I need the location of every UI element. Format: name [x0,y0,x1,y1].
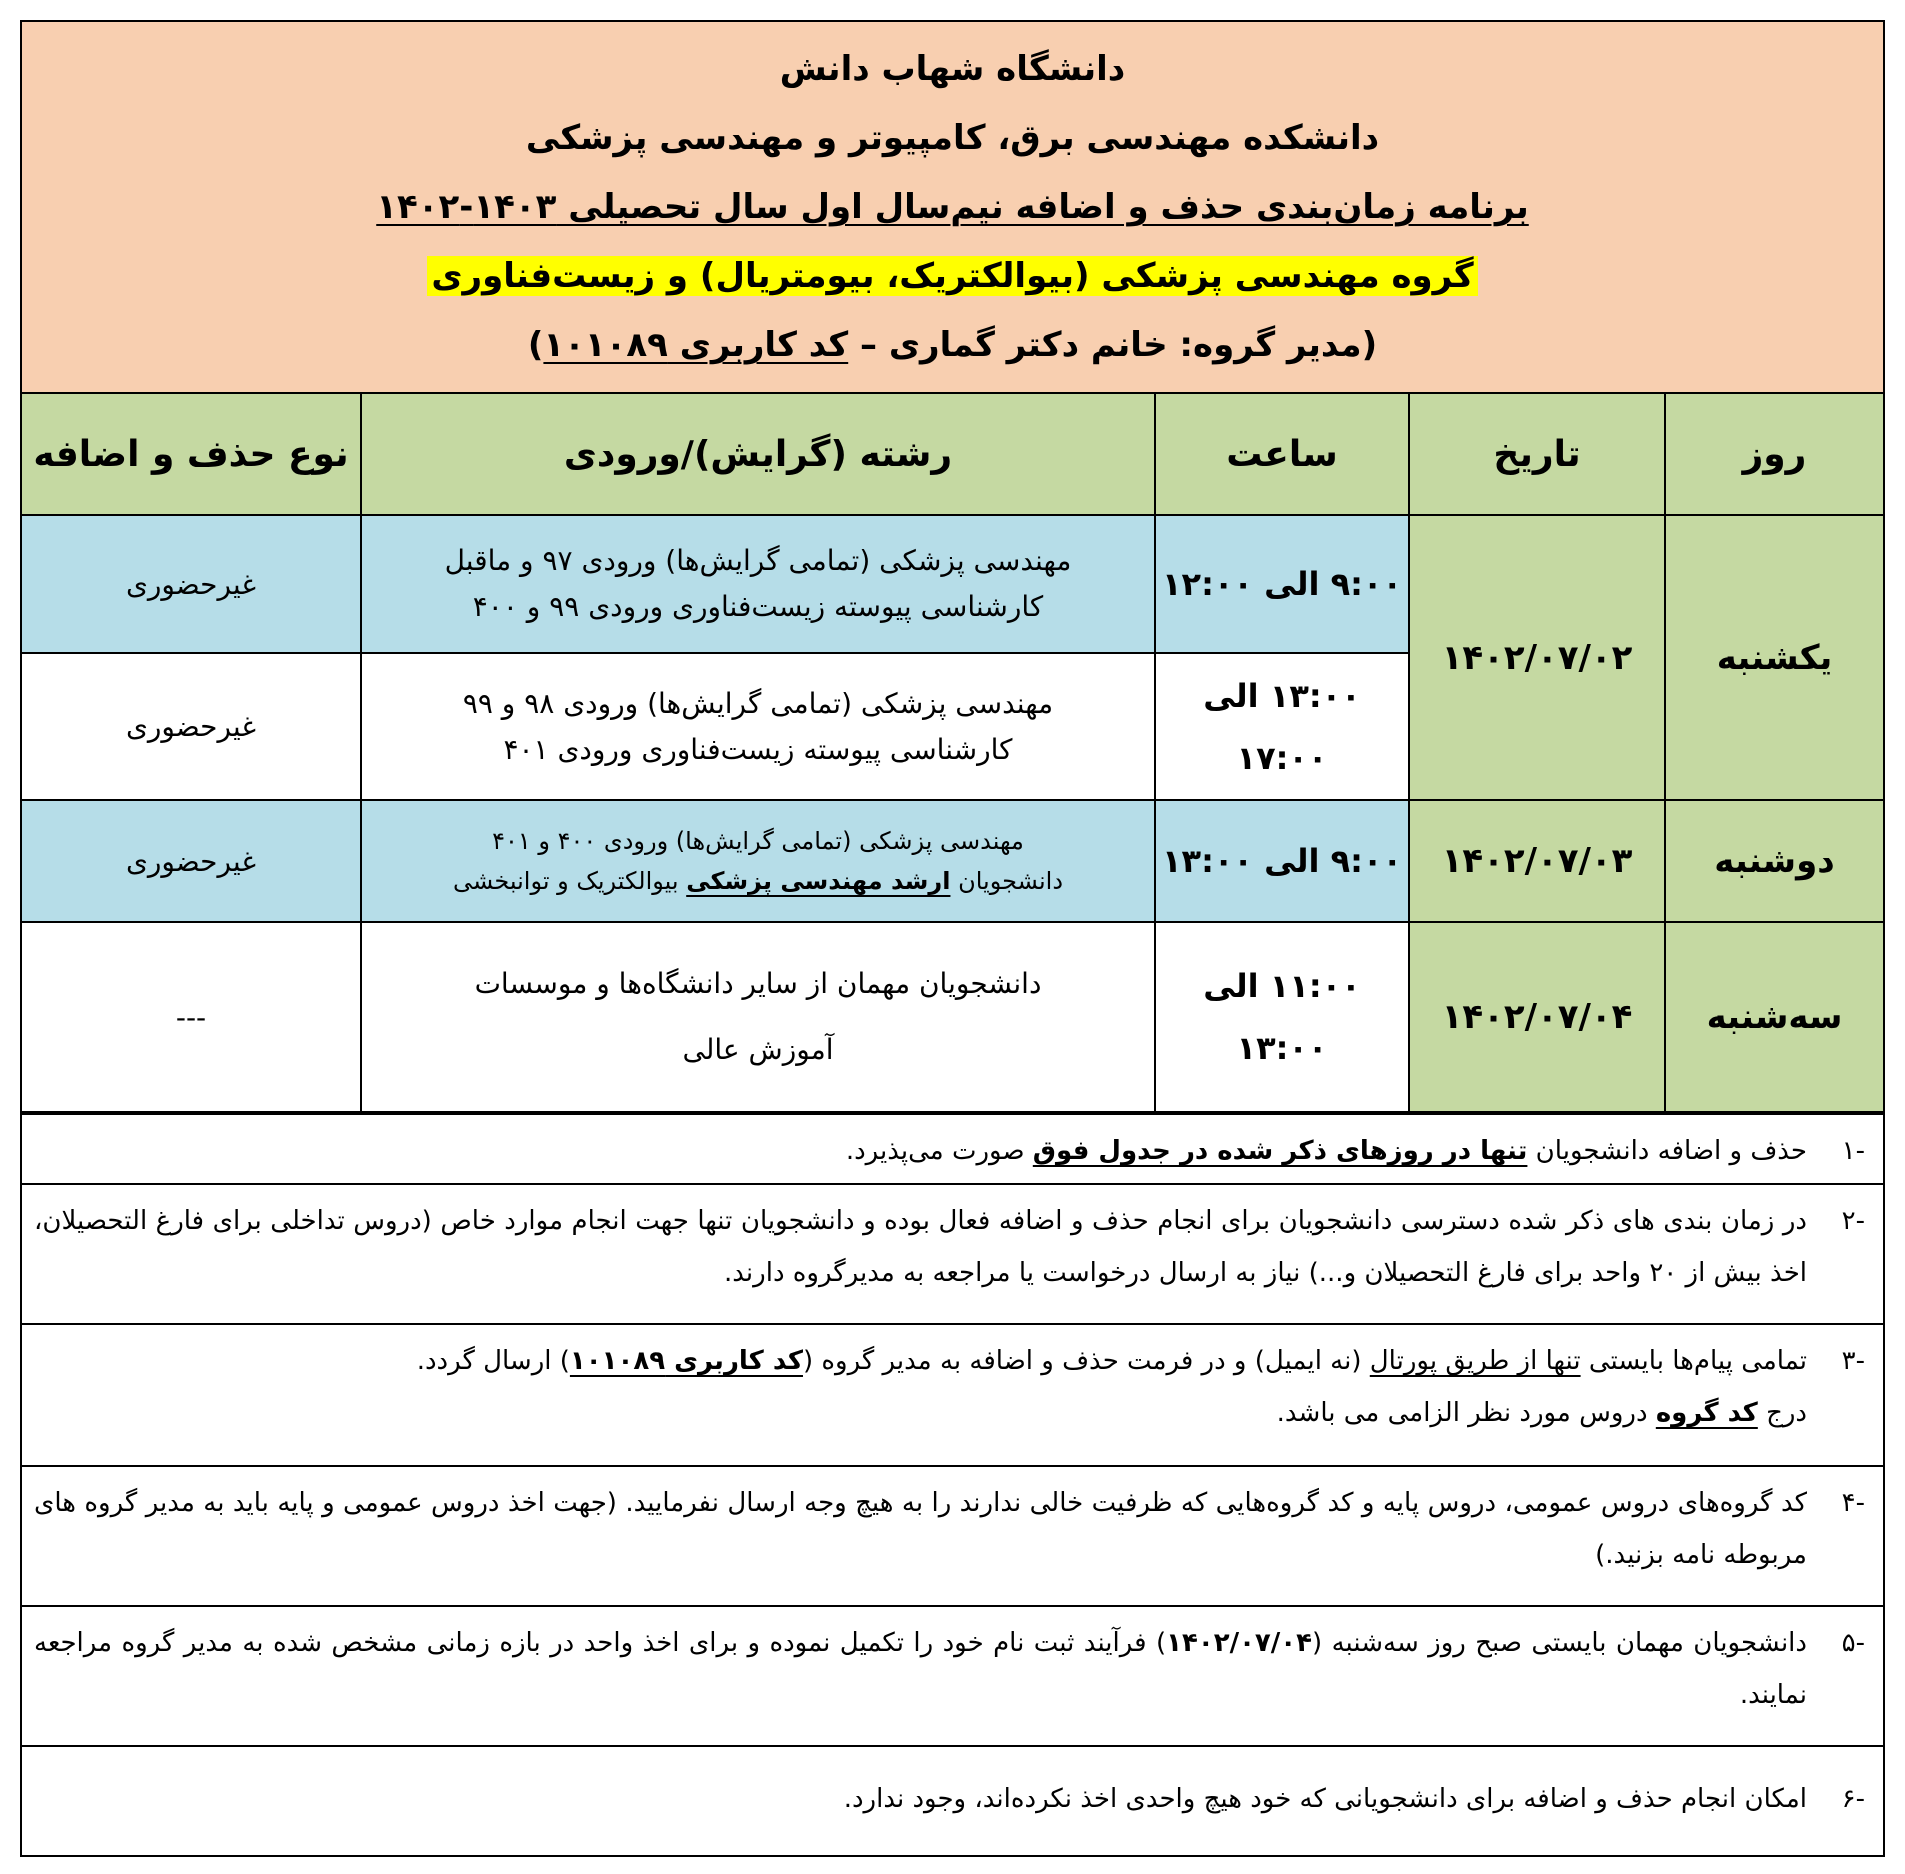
note-fragment: درج [1757,1398,1807,1428]
table-row [22,515,1883,653]
major-line: دانشجویان مهمان از سایر دانشگاه‌ها و موسسات [474,967,1042,1000]
note-item [22,1325,1883,1467]
header-major: رشته (گرایش)/ورودی [361,394,1155,515]
note-item [22,1747,1883,1855]
group-name: گروه مهندسی پزشکی (بیوالکتریک، بیومتریال) و زیست‌فناوری [427,256,1477,296]
note-fragment: ) فرآیند ثبت نام خود را تکمیل نموده و برای اخذ واحد در بازه زمانی مشخص شده به مدیر گروه مراجعه نمایند. [34,1628,1807,1710]
schedule-table [22,394,1883,1113]
note-fragment: تمامی پیام‌ها بایستی [1580,1346,1807,1376]
note-text [34,1617,1807,1721]
table-header-row [22,394,1883,515]
day-cell: سه‌شنبه [1665,922,1883,1112]
note-item [22,1185,1883,1325]
note-number: -۱ [1841,1136,1865,1166]
note-fragment: دانشجویان مهمان بایستی صبح روز سه‌شنبه ( [1312,1628,1807,1658]
note-text: در زمان بندی های ذکر شده دسترسی دانشجویان برای انجام حذف و اضافه فعال بوده و دانشجویان تنها جهت انجام موارد خاص (دروس تداخلی برای فارغ التحصیلان، اخذ بیش از ۲۰ واحد برای فارغ التحصیلان و...) نیاز به ارسال درخواست یا مراجعه به مدیرگروه دارند. [34,1206,1807,1288]
type-cell: غیرحضوری [22,653,361,800]
note-group-code: کد گروه [1655,1398,1758,1428]
notes-list [22,1113,1883,1855]
time-cell: ۹:۰۰ الی ۱۳:۰۰ [1155,800,1409,922]
note-fragment: صورت می‌پذیرد. [845,1136,1033,1166]
day-cell: دوشنبه [1665,800,1883,922]
time-line: ۱۳:۰۰ الی [1203,676,1361,715]
major-text: دانشجویان [950,867,1064,895]
note-fragment: (نه ایمیل) و در فرمت حذف و اضافه به مدیر گروه ( [802,1346,1370,1376]
time-cell [1155,922,1409,1112]
major-text: بیوالکتریک و توانبخشی [452,867,687,895]
note-user-code: کد کاربری ۱۰۱۰۸۹ [569,1346,803,1376]
major-line: کارشناسی پیوسته زیست‌فناوری ورودی ۹۹ و ۴۰۰ [472,590,1044,623]
table-row [22,922,1883,1112]
note-item [22,1115,1883,1185]
major-line: آموزش عالی [682,1033,834,1066]
faculty-name: دانشکده مهندسی برق، کامپیوتر و مهندسی پزشکی [525,117,1380,158]
date-cell: ۱۴۰۲/۰۷/۰۲ [1409,515,1665,800]
type-cell: --- [22,922,361,1112]
manager-user-code: کد کاربری ۱۰۱۰۸۹ [543,325,849,366]
note-number: -۲ [1841,1206,1865,1236]
manager-suffix: ) [527,325,544,366]
note-fragment: دروس مورد نظر الزامی می باشد. [1276,1398,1656,1428]
note-number: -۳ [1841,1346,1865,1376]
note-text [34,1125,1807,1177]
major-line [368,861,1148,901]
group-manager [22,323,1883,367]
date-cell: ۱۴۰۲/۰۷/۰۴ [1409,922,1665,1112]
major-emphasis: ارشد مهندسی پزشکی [686,867,951,895]
university-name: دانشگاه شهاب دانش [779,48,1126,89]
time-line: ۱۱:۰۰ الی [1203,967,1361,1005]
note-number: -۶ [1841,1784,1865,1814]
note-number: -۵ [1841,1628,1865,1658]
time-line: ۱۳:۰۰ [1236,1029,1328,1067]
day-cell: یکشنبه [1665,515,1883,800]
note-emphasis: تنها از طریق پورتال [1369,1346,1581,1376]
major-line: مهندسی پزشکی (تمامی گرایش‌ها) ورودی ۹۸ و ۹۹ [462,686,1054,720]
note-item [22,1607,1883,1747]
header-day: روز [1665,394,1883,515]
note-fragment: حذف و اضافه دانشجویان [1527,1136,1807,1166]
note-number: -۴ [1841,1488,1865,1518]
note-text [34,1335,1807,1439]
major-line: مهندسی پزشکی (تمامی گرایش‌ها) ورودی ۴۰۰ و ۴۰۱ [492,827,1024,855]
major-cell [361,515,1155,653]
header-type: نوع حذف و اضافه [22,394,361,515]
major-cell [361,922,1155,1112]
header-time: ساعت [1155,394,1409,515]
type-cell: غیرحضوری [22,515,361,653]
note-emphasis: تنها در روزهای ذکر شده در جدول فوق [1032,1136,1528,1166]
note-item [22,1467,1883,1607]
major-line: کارشناسی پیوسته زیست‌فناوری ورودی ۴۰۱ [503,732,1013,766]
major-line: مهندسی پزشکی (تمامی گرایش‌ها) ورودی ۹۷ و ماقبل [444,544,1072,577]
schedule-document [20,20,1885,1857]
note-text: کد گروه‌های دروس عمومی، دروس پایه و کد گروه‌هایی که ظرفیت خالی ندارند را به هیچ وجه ارسال نفرمایید. (جهت اخذ دروس عمومی و پایه باید به مدیر گروه های مربوطه نامه بزنید.) [34,1488,1807,1570]
note-emphasis: ۱۴۰۲/۰۷/۰۴ [1166,1628,1313,1658]
note-text: امکان انجام حذف و اضافه برای دانشجویانی که خود هیچ واحدی اخذ نکرده‌اند، وجود ندارد. [843,1784,1807,1814]
type-cell: غیرحضوری [22,800,361,922]
time-cell: ۹:۰۰ الی ۱۲:۰۰ [1155,515,1409,653]
date-cell: ۱۴۰۲/۰۷/۰۳ [1409,800,1665,922]
note-fragment: ) ارسال گردد. [416,1346,570,1376]
table-row [22,800,1883,922]
document-header [22,22,1883,394]
time-cell [1155,653,1409,800]
manager-prefix: (مدیر گروه: خانم دکتر گماری – [848,325,1378,366]
major-cell [361,800,1155,922]
program-title: برنامه زمان‌بندی حذف و اضافه نیم‌سال اول سال تحصیلی ۱۴۰۳-۱۴۰۲ [376,186,1529,227]
header-date: تاریخ [1409,394,1665,515]
time-line: ۱۷:۰۰ [1236,738,1328,777]
major-cell [361,653,1155,800]
